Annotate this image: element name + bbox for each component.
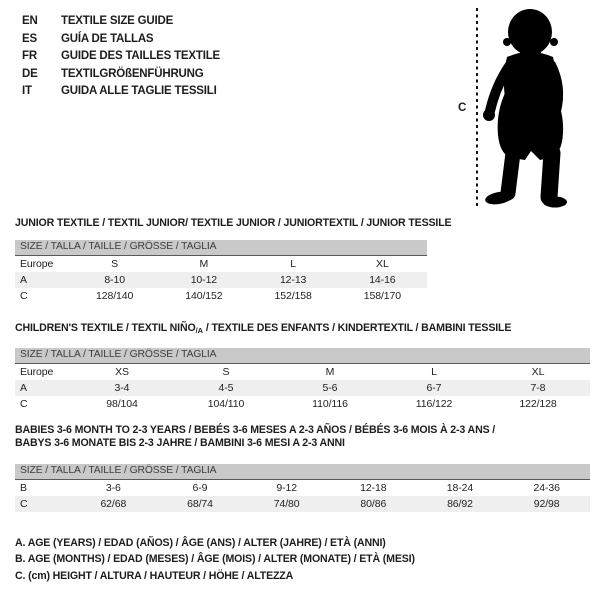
lang-title: TEXTILE SIZE GUIDE: [61, 15, 174, 27]
size-cell: 158/170: [363, 289, 401, 302]
lang-row-fr: [22, 48, 220, 66]
title-text: CHILDREN'S TEXTILE / TEXTIL NIÑO: [15, 322, 196, 334]
children-table-block: [15, 322, 590, 412]
size-cell: 152/158: [274, 289, 312, 302]
table-row: [15, 288, 427, 304]
lang-code: DE: [22, 67, 38, 80]
children-table-title: [15, 322, 590, 337]
children-size-table: [15, 364, 590, 412]
size-cell: 110/116: [312, 397, 348, 410]
row-label: A: [20, 273, 27, 286]
babies-size-table: [15, 480, 590, 512]
size-cell: 80/86: [360, 497, 387, 510]
junior-table-block: [15, 217, 452, 304]
lang-code: FR: [22, 50, 37, 62]
lang-title: GUIDE DES TAILLES TEXTILE: [61, 50, 220, 62]
children-size-bar: SIZE / TALLA / TAILLE / GRÖSSE / TAGLIA: [15, 348, 590, 364]
size-cell: 5-6: [322, 381, 338, 394]
size-cell: 98/104: [106, 397, 138, 410]
lang-code: EN: [22, 15, 38, 27]
size-cell: S: [111, 257, 119, 270]
size-cell: 140/152: [185, 289, 223, 302]
row-label: Europe: [20, 257, 54, 270]
table-row: [15, 256, 427, 272]
footnote-c: C. (cm) HEIGHT / ALTURA / HAUTEUR / HÖHE / ALTEZZA: [15, 569, 294, 582]
babies-table-title: [15, 424, 590, 450]
title-line-2: BABYS 3-6 MONATE BIS 2-3 JAHRE / BAMBINI 3-6 MESI A 2-3 ANNI: [15, 437, 345, 449]
table-row: [15, 396, 590, 412]
size-cell: 3-4: [114, 381, 130, 394]
row-label: A: [20, 381, 27, 394]
language-header: [22, 13, 220, 101]
lang-row-de: [22, 66, 220, 84]
size-cell: XS: [115, 365, 129, 378]
size-cell: 128/140: [95, 289, 134, 302]
lang-row-es: [22, 31, 220, 49]
size-cell: XL: [376, 257, 389, 270]
size-cell: 14-16: [369, 273, 396, 286]
size-cell: 104/110: [207, 397, 245, 410]
row-label: C: [20, 397, 28, 410]
lang-code: ES: [22, 32, 37, 45]
title-text: / TEXTILE DES ENFANTS / KINDERTEXTIL / BAMBINI TESSILE: [203, 322, 512, 334]
size-cell: L: [431, 365, 437, 378]
size-cell: M: [325, 365, 335, 378]
footnotes: [15, 535, 415, 584]
size-cell: 6-7: [426, 381, 442, 394]
lang-row-it: [22, 83, 220, 101]
row-label: Europe: [20, 365, 54, 378]
size-cell: 116/122: [415, 397, 453, 410]
table-row: [15, 272, 427, 288]
junior-table-title: JUNIOR TEXTILE / TEXTIL JUNIOR/ TEXTILE JUNIOR / JUNIORTEXTIL / JUNIOR TESSILE: [15, 217, 452, 229]
size-cell: 62/68: [100, 497, 127, 510]
size-cell: 10-12: [190, 273, 218, 286]
size-cell: L: [290, 257, 296, 270]
footnote-b: B. AGE (MONTHS) / EDAD (MESES) / ÂGE (MOIS) / ALTER (MONATE) / ETÀ (MESI): [15, 553, 415, 566]
title-subscript: /A: [195, 326, 204, 335]
size-cell: 92/98: [533, 497, 560, 510]
size-cell: 24-36: [533, 481, 560, 494]
row-label: B: [20, 481, 27, 494]
size-cell: 8-10: [104, 273, 125, 286]
size-cell: 12-13: [279, 273, 307, 286]
size-cell: 7-8: [530, 381, 546, 394]
size-cell: M: [199, 257, 209, 270]
row-label: C: [20, 497, 28, 510]
lang-title: TEXTILGRÖßENFÜHRUNG: [61, 67, 204, 80]
size-cell: 18-24: [446, 481, 474, 494]
row-label: C: [20, 289, 28, 302]
lang-code: IT: [22, 85, 32, 97]
title-line-1: BABIES 3-6 MONTH TO 2-3 YEARS / BEBÉS 3-6 MESES A 2-3 AÑOS / BÉBÉS 3-6 MOIS À 2-3 ANS /: [15, 424, 496, 436]
table-row: [15, 364, 590, 380]
size-cell: XL: [531, 365, 545, 378]
lang-title: GUÍA DE TALLAS: [61, 32, 154, 45]
babies-table-block: [15, 424, 590, 512]
size-cell: S: [222, 365, 230, 378]
size-cell: 122/128: [519, 397, 557, 410]
size-cell: 74/80: [273, 497, 300, 510]
size-cell: 4-5: [218, 381, 234, 394]
toddler-figure: [450, 5, 598, 210]
size-cell: 68/74: [187, 497, 213, 510]
footnote-a: A. AGE (YEARS) / EDAD (AÑOS) / ÂGE (ANS) / ALTER (JAHRE) / ETÀ (ANNI): [15, 537, 386, 549]
lang-title: GUIDA ALLE TAGLIE TESSILI: [61, 85, 217, 97]
size-cell: 12-18: [360, 481, 387, 494]
height-reference-label: C: [458, 102, 467, 114]
lang-row-en: [22, 13, 220, 31]
babies-size-bar: SIZE / TALLA / TAILLE / GRÖSSE / TAGLIA: [15, 464, 590, 480]
size-cell: 6-9: [192, 481, 208, 494]
table-row: [15, 496, 590, 512]
toddler-silhouette-icon: [450, 5, 598, 210]
junior-size-table: [15, 256, 427, 304]
table-row: [15, 380, 590, 396]
size-cell: 86/92: [447, 497, 473, 510]
junior-size-bar: SIZE / TALLA / TAILLE / GRÖSSE / TAGLIA: [15, 240, 427, 256]
size-cell: 9-12: [276, 481, 297, 494]
table-row: [15, 480, 590, 496]
size-cell: 3-6: [105, 481, 121, 494]
